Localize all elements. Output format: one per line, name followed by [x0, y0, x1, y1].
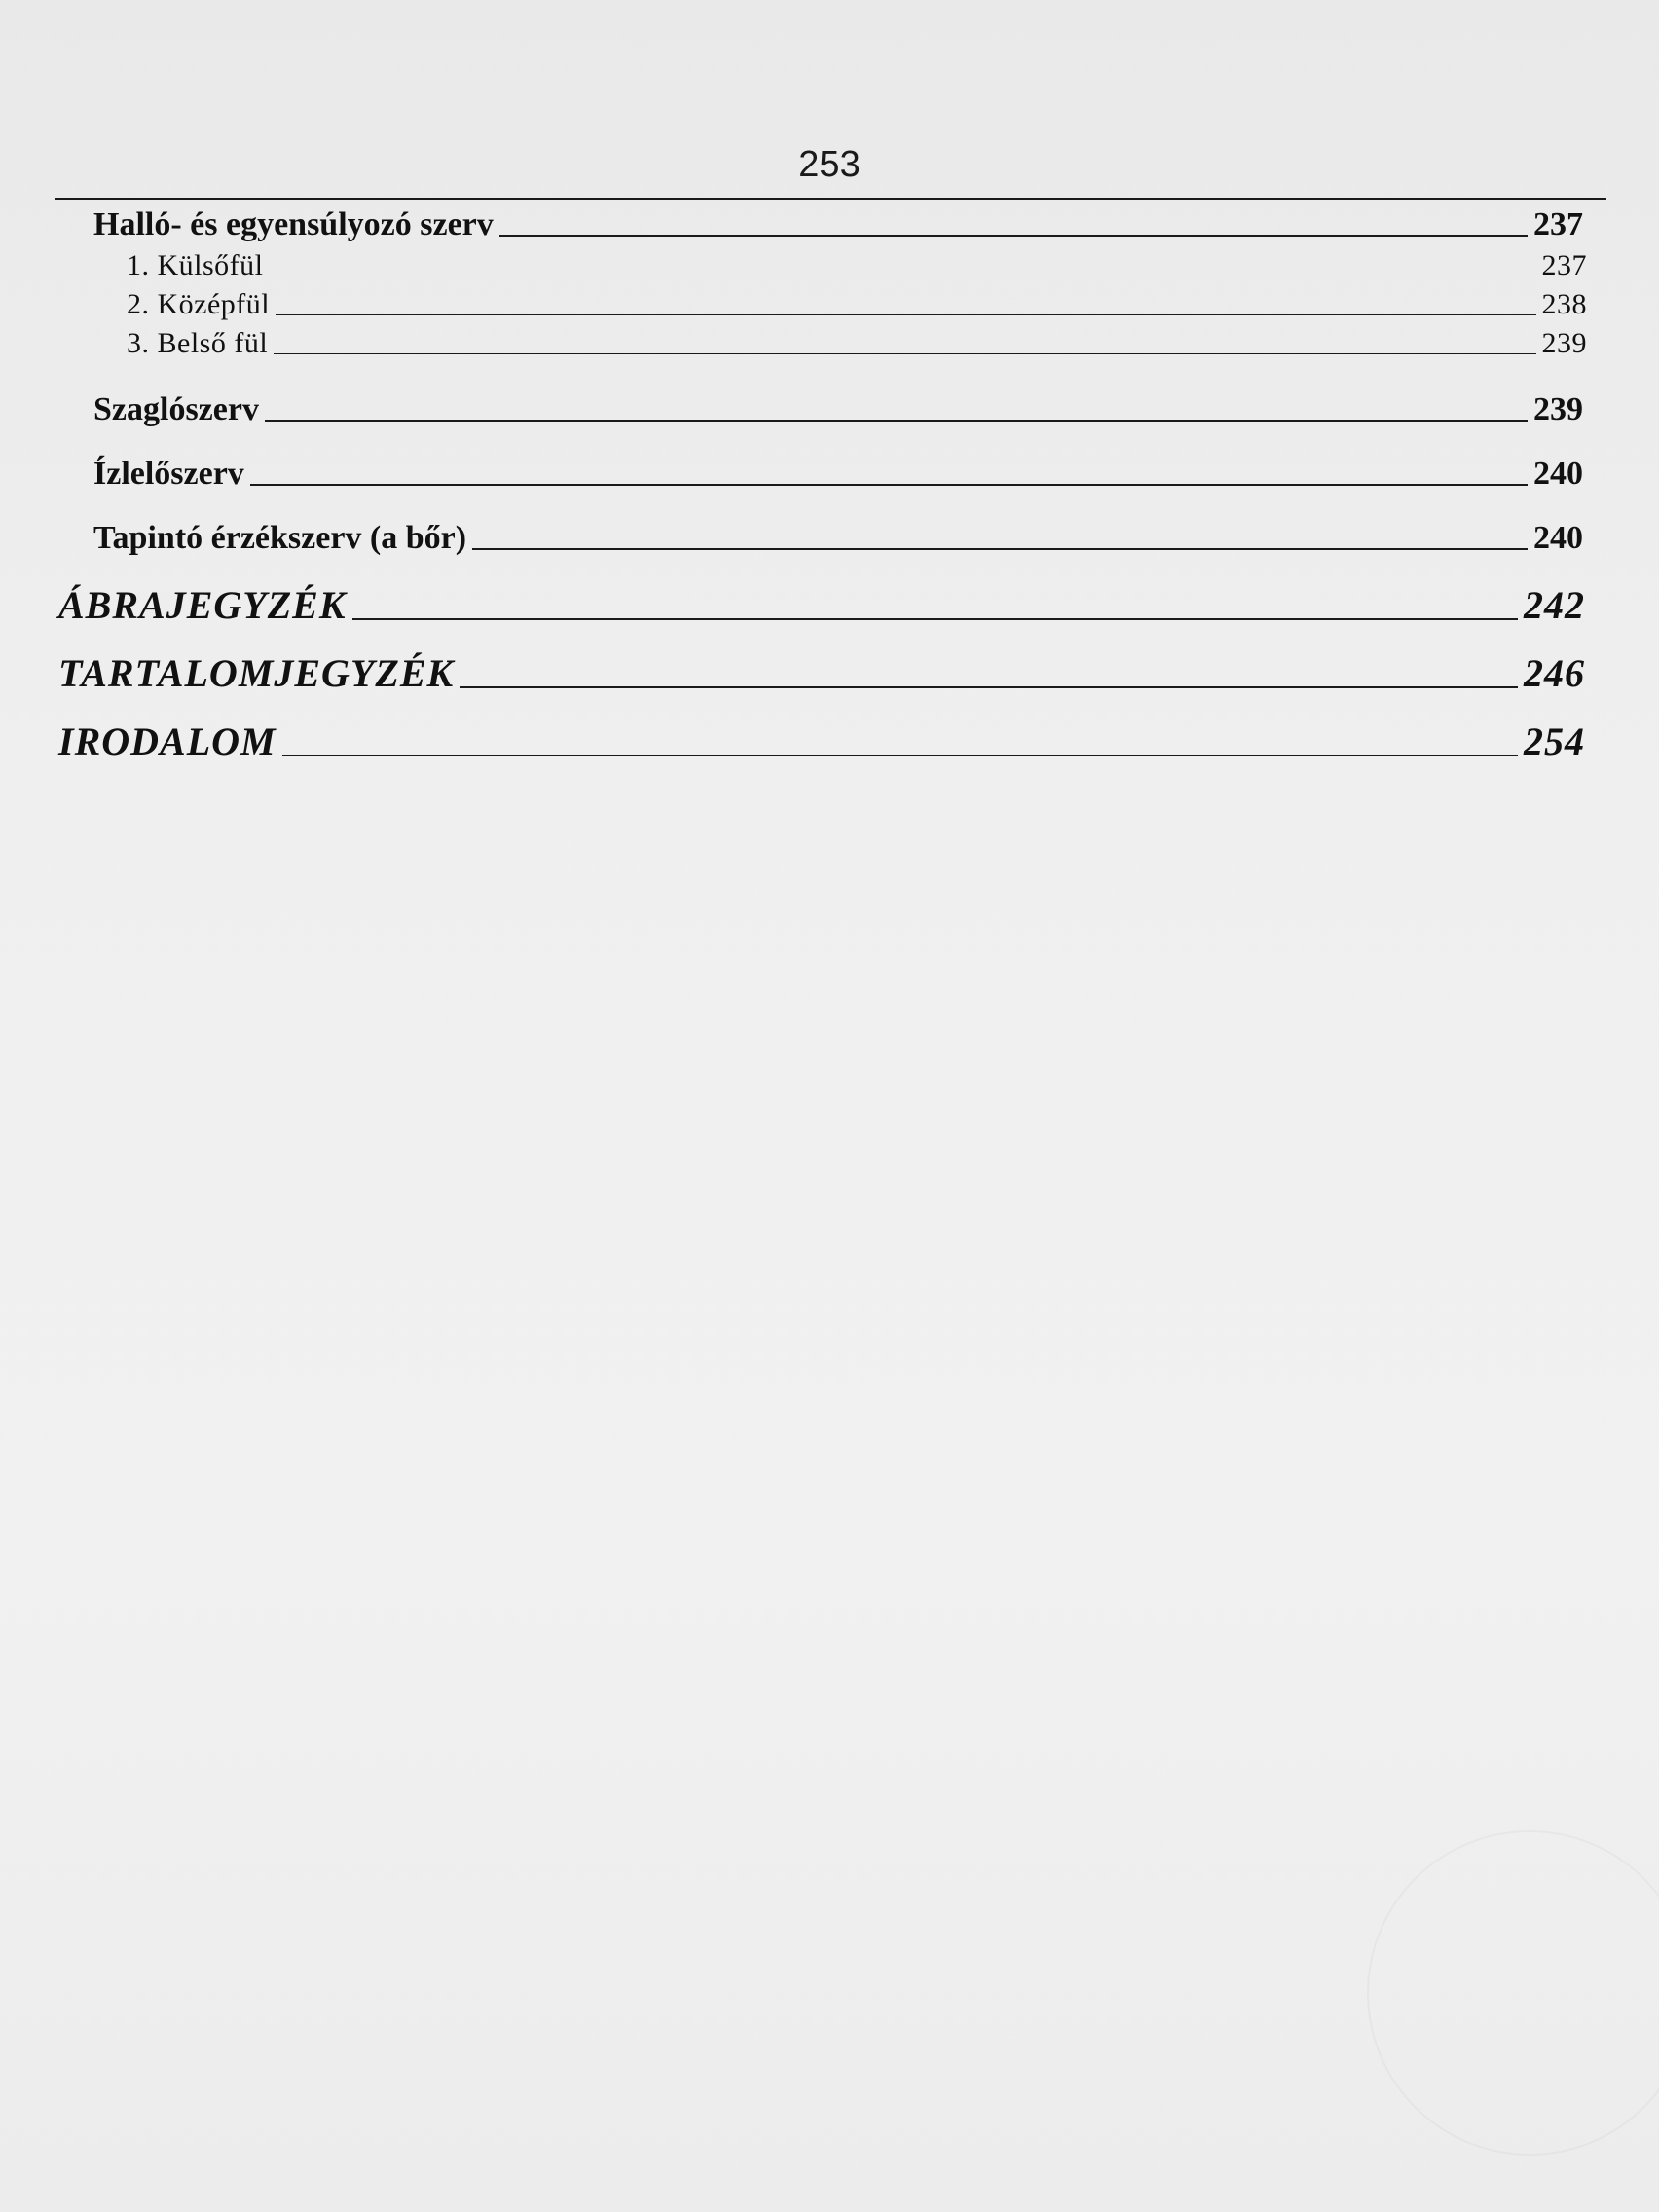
toc-entry-label: TARTALOMJEGYZÉK — [58, 651, 455, 695]
header-rule — [55, 198, 1606, 200]
toc-entry-hearing[interactable] — [93, 206, 1583, 243]
toc-entry-taste[interactable] — [93, 456, 1583, 493]
faint-stamp-impression — [1367, 1830, 1659, 2156]
toc-entry-page: 237 — [1533, 206, 1583, 242]
toc-leader-line — [499, 235, 1528, 237]
toc-leader-line — [265, 420, 1528, 422]
toc-entry-page: 237 — [1541, 249, 1587, 281]
toc-entry-label: 3. Belső fül — [127, 327, 269, 359]
toc-entry-page: 254 — [1524, 719, 1585, 763]
toc-entry-page: 240 — [1533, 456, 1583, 492]
toc-entry-inner-ear[interactable] — [127, 327, 1587, 360]
toc-entry-page: 246 — [1524, 651, 1585, 695]
toc-entry-figures[interactable] — [58, 582, 1585, 628]
toc-entry-page: 240 — [1533, 520, 1583, 556]
toc-entry-page: 238 — [1541, 288, 1587, 320]
toc-entry-label: Ízlelőszerv — [93, 456, 244, 492]
toc-entry-page: 239 — [1533, 391, 1583, 427]
toc-entry-label: ÁBRAJEGYZÉK — [58, 583, 347, 627]
toc-entry-label: Szaglószerv — [93, 391, 259, 427]
toc-leader-line — [352, 618, 1518, 620]
toc-entry-label: 2. Középfül — [127, 288, 271, 320]
toc-leader-line — [250, 484, 1528, 486]
toc-leader-line — [460, 686, 1518, 688]
toc-entry-middle-ear[interactable] — [127, 288, 1587, 321]
toc-entry-smell[interactable] — [93, 391, 1583, 428]
toc-entry-label: Halló- és egyensúlyozó szerv — [93, 206, 494, 242]
toc-entry-contents[interactable] — [58, 650, 1585, 696]
toc-entry-label: 1. Külsőfül — [127, 249, 264, 281]
page-number: 253 — [798, 144, 861, 185]
toc-leader-line — [276, 314, 1535, 315]
toc-leader-line — [472, 548, 1528, 550]
toc-entry-touch[interactable] — [93, 520, 1583, 557]
toc-leader-line — [274, 353, 1535, 354]
toc-entry-label: Tapintó érzékszerv (a bőr) — [93, 520, 467, 556]
toc-entry-outer-ear[interactable] — [127, 249, 1587, 282]
toc-entry-label: IRODALOM — [58, 719, 276, 763]
toc-entry-literature[interactable] — [58, 719, 1585, 764]
toc-entry-page: 242 — [1524, 583, 1585, 627]
toc-leader-line — [282, 755, 1518, 756]
toc-entry-page: 239 — [1541, 327, 1587, 359]
